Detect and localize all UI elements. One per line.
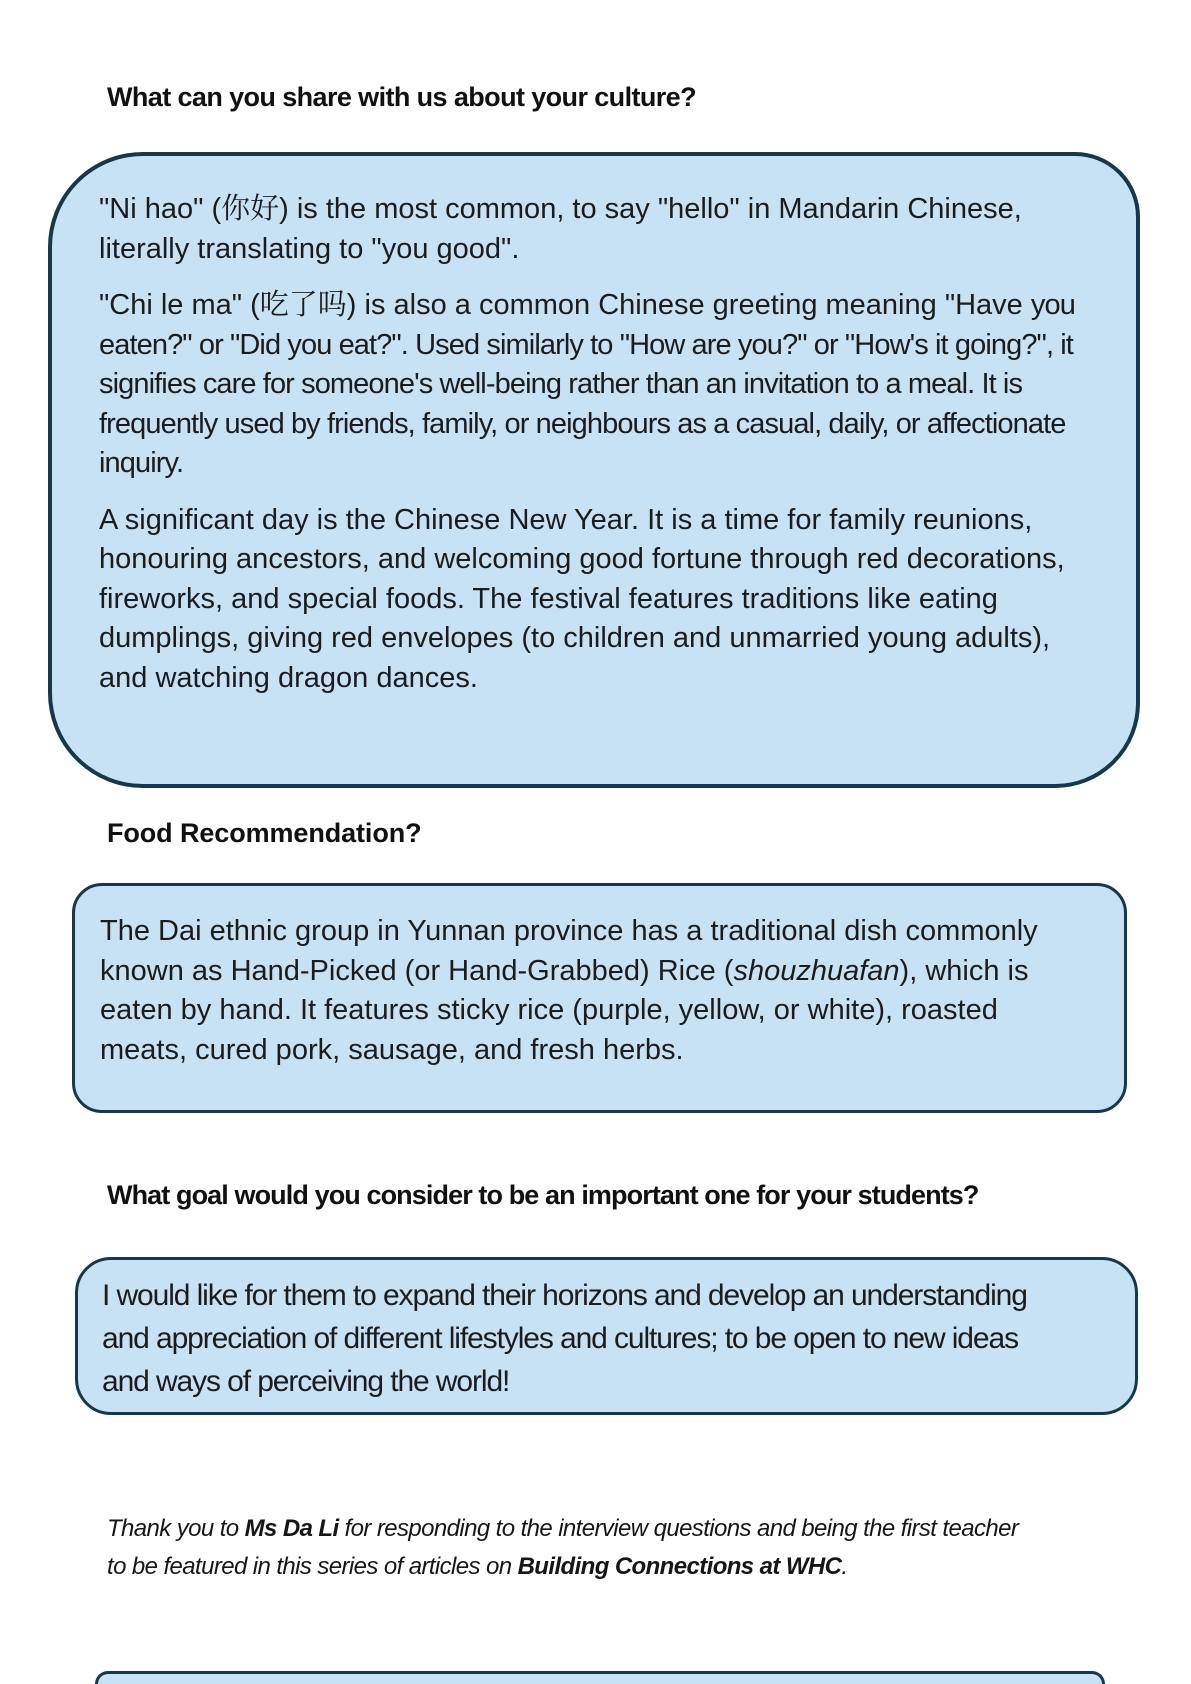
- answer-paragraph-ni-hao: [99, 190, 1090, 269]
- answer-text-food-post: ), which is eaten by hand. It features sticky rice (purple, yellow, or white), roasted meats, cured pork, sausage, and fresh herbs.: [100, 954, 1029, 1066]
- answer-text-goal: I would like for them to expand their horizons and develop an understanding and appreciation of different lifestyles and cultures; to be open to new ideas and ways of perceiving the world!: [102, 1279, 1027, 1398]
- next-answer-bubble-cutoff: [95, 1671, 1105, 1684]
- answer-text-food-pre: The Dai ethnic group in Yunnan province has a traditional dish commonly known as Hand-Picked (or Hand-Grabbed) Rice (: [100, 915, 1038, 987]
- footer-teacher-name: Ms Da Li: [244, 1515, 339, 1542]
- answer-paragraph-chi-le-ma: [99, 286, 1090, 484]
- answer-paragraph-food: [100, 912, 1066, 1070]
- question-heading-culture: What can you share with us about your culture?: [107, 82, 696, 112]
- answer-text-ni-hao: "Ni hao" (你好) is the most common, to say "hello" in Mandarin Chinese, literally translating to "you good".: [99, 193, 1022, 265]
- answer-text-chi-le-ma-rest: you eaten?" or "Did you eat?". Used similarly to "How are you?" or "How's it going?", it signifies care for someone's well-being rather than an invitation to a meal. It is frequently used by friends, family, or neighbours as a casual, daily, or affectionate inquiry.: [99, 289, 1075, 479]
- answer-text-chi-le-ma-intro: "Chi le ma" (吃了吗) is also a common Chinese greeting meaning "Have: [99, 289, 1031, 321]
- answer-text-shouzhuafan: shouzhuafan: [733, 954, 900, 987]
- footer-text-mid: for responding to the interview questions and being the first teacher to be featured in this series of articles on: [107, 1515, 1019, 1580]
- footer-text-end: .: [841, 1553, 848, 1580]
- footer-text-pre: Thank you to: [107, 1515, 245, 1542]
- question-heading-food: Food Recommendation?: [107, 818, 422, 848]
- answer-bubble-culture: [48, 152, 1140, 788]
- answer-bubble-goal: [75, 1257, 1138, 1415]
- answer-paragraph-goal: [102, 1274, 1071, 1403]
- question-heading-goal: What goal would you consider to be an important one for your students?: [107, 1180, 979, 1210]
- answer-text-new-year: A significant day is the Chinese New Year. It is a time for family reunions, honouring ancestors, and welcoming good fortune through red decorations, fireworks, and special foods. The festival features traditions like eating dumplings, giving red envelopes (to children and unmarried young adults), and watching dragon dances.: [99, 503, 1065, 694]
- footer-thank-you-note: [107, 1510, 1027, 1586]
- answer-bubble-food: [72, 883, 1127, 1113]
- answer-paragraph-new-year: [99, 501, 1090, 699]
- footer-series-title: Building Connections at WHC: [517, 1553, 842, 1580]
